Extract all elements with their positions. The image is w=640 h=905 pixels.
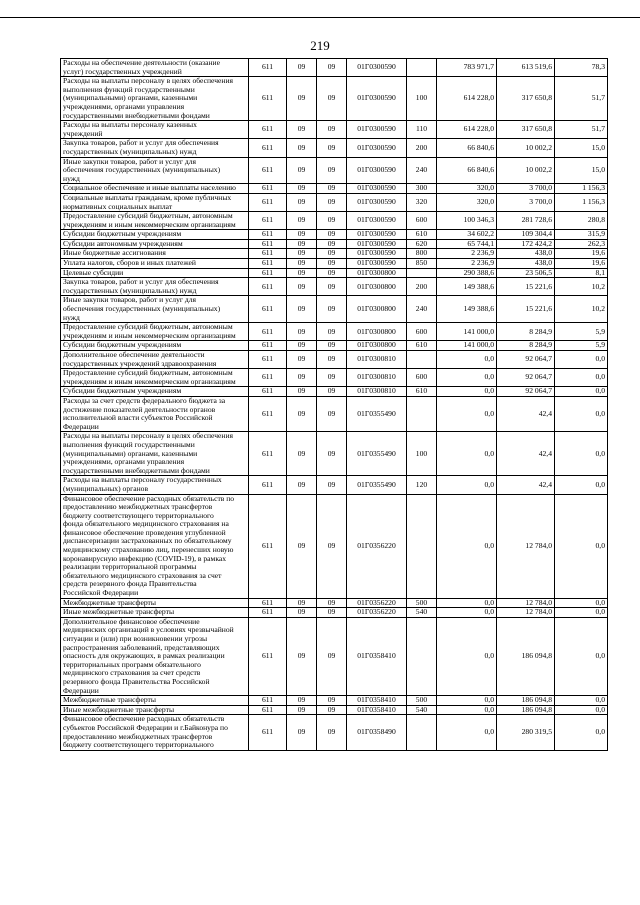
row-section-code: 09: [287, 351, 317, 369]
row-description: Иные межбюджетные трансферты: [61, 608, 249, 618]
row-target-code: 01Г0358410: [347, 617, 407, 695]
row-ministry-code: 611: [249, 715, 287, 750]
row-ministry-code: 611: [249, 121, 287, 139]
row-execution-percent: 0,0: [555, 369, 608, 387]
row-section-code: 09: [287, 268, 317, 278]
table-row: [61, 77, 608, 121]
page-number: 219: [310, 38, 330, 53]
row-amount-approved: 0,0: [437, 387, 497, 397]
table-row: [61, 212, 608, 230]
row-description: Предоставление субсидий бюджетным, автономным учреждениям и иным некоммерческим организациям: [61, 323, 249, 341]
row-amount-executed: 92 064,7: [497, 369, 555, 387]
row-subsection-code: 09: [317, 193, 347, 211]
row-target-code: 01Г0300800: [347, 268, 407, 278]
row-amount-approved: 0,0: [437, 608, 497, 618]
row-ministry-code: 611: [249, 212, 287, 230]
row-description: Расходы на обеспечение деятельности (оказание услуг) государственных учреждений: [61, 59, 249, 77]
row-execution-percent: 78,3: [555, 59, 608, 77]
row-target-code: 01Г0300590: [347, 157, 407, 184]
row-section-code: 09: [287, 239, 317, 249]
row-subsection-code: 09: [317, 341, 347, 351]
row-target-code: 01Г0300810: [347, 369, 407, 387]
row-section-code: 09: [287, 387, 317, 397]
row-execution-percent: 19,6: [555, 249, 608, 259]
row-section-code: 09: [287, 396, 317, 431]
row-target-code: 01Г0356220: [347, 608, 407, 618]
row-execution-percent: 0,0: [555, 608, 608, 618]
row-expense-type-code: [407, 351, 437, 369]
row-section-code: 09: [287, 617, 317, 695]
row-execution-percent: 5,9: [555, 341, 608, 351]
row-target-code: 01Г0355490: [347, 432, 407, 476]
row-expense-type-code: 120: [407, 476, 437, 494]
top-rule: [0, 17, 640, 18]
row-description: Предоставление субсидий бюджетным, автономным учреждениям и иным некоммерческим организациям: [61, 212, 249, 230]
row-description: Расходы на выплаты персоналу в целях обеспечения выполнения функций государственными (муниципальными) органами, казенными учреждениями, органами управления государственными внебюджетными фондами: [61, 432, 249, 476]
row-amount-approved: 0,0: [437, 369, 497, 387]
table-row: [61, 184, 608, 194]
row-subsection-code: 09: [317, 278, 347, 296]
row-section-code: 09: [287, 184, 317, 194]
row-expense-type-code: [407, 396, 437, 431]
row-description: Предоставление субсидий бюджетным, автономным учреждениям и иным некоммерческим организациям: [61, 369, 249, 387]
row-ministry-code: 611: [249, 696, 287, 706]
row-subsection-code: 09: [317, 494, 347, 598]
row-subsection-code: 09: [317, 139, 347, 157]
row-description: Субсидии бюджетным учреждениям: [61, 387, 249, 397]
row-amount-executed: 23 506,5: [497, 268, 555, 278]
row-amount-executed: 3 700,0: [497, 184, 555, 194]
table-row: [61, 121, 608, 139]
row-target-code: 01Г0300590: [347, 59, 407, 77]
row-amount-executed: 15 221,6: [497, 278, 555, 296]
row-section-code: 09: [287, 296, 317, 323]
row-description: Иные межбюджетные трансферты: [61, 705, 249, 715]
row-description: Иные закупки товаров, работ и услуг для обеспечения государственных (муниципальных) нужд: [61, 296, 249, 323]
row-amount-approved: 320,0: [437, 184, 497, 194]
table-row: [61, 323, 608, 341]
row-subsection-code: 09: [317, 608, 347, 618]
row-subsection-code: 09: [317, 239, 347, 249]
table-row: [61, 139, 608, 157]
row-execution-percent: 10,2: [555, 278, 608, 296]
table-row: [61, 296, 608, 323]
row-subsection-code: 09: [317, 184, 347, 194]
row-expense-type-code: [407, 715, 437, 750]
row-execution-percent: 51,7: [555, 121, 608, 139]
row-execution-percent: 0,0: [555, 396, 608, 431]
row-amount-approved: 614 228,0: [437, 121, 497, 139]
row-section-code: 09: [287, 249, 317, 259]
row-expense-type-code: 200: [407, 139, 437, 157]
row-subsection-code: 09: [317, 230, 347, 240]
row-amount-approved: 614 228,0: [437, 77, 497, 121]
row-execution-percent: 10,2: [555, 296, 608, 323]
row-execution-percent: 0,0: [555, 696, 608, 706]
row-target-code: 01Г0355490: [347, 396, 407, 431]
row-target-code: 01Г0300590: [347, 121, 407, 139]
row-ministry-code: 611: [249, 432, 287, 476]
row-subsection-code: 09: [317, 259, 347, 269]
row-section-code: 09: [287, 230, 317, 240]
row-description: Субсидии бюджетным учреждениям: [61, 341, 249, 351]
row-target-code: 01Г0300590: [347, 249, 407, 259]
row-subsection-code: 09: [317, 268, 347, 278]
row-amount-approved: 149 388,6: [437, 296, 497, 323]
row-section-code: 09: [287, 608, 317, 618]
row-expense-type-code: 200: [407, 278, 437, 296]
table-row: [61, 715, 608, 750]
row-amount-approved: 100 346,3: [437, 212, 497, 230]
row-amount-executed: 109 304,4: [497, 230, 555, 240]
row-execution-percent: 0,0: [555, 476, 608, 494]
row-expense-type-code: 500: [407, 598, 437, 608]
row-ministry-code: 611: [249, 296, 287, 323]
row-target-code: 01Г0358490: [347, 715, 407, 750]
row-ministry-code: 611: [249, 230, 287, 240]
row-amount-approved: 290 388,6: [437, 268, 497, 278]
row-expense-type-code: [407, 268, 437, 278]
table-row: [61, 396, 608, 431]
row-description: Иные закупки товаров, работ и услуг для обеспечения государственных (муниципальных) нужд: [61, 157, 249, 184]
table-body: [61, 59, 608, 751]
row-target-code: 01Г0300590: [347, 259, 407, 269]
row-ministry-code: 611: [249, 77, 287, 121]
table-row: [61, 696, 608, 706]
row-amount-approved: 0,0: [437, 617, 497, 695]
row-amount-approved: 0,0: [437, 396, 497, 431]
row-expense-type-code: 240: [407, 157, 437, 184]
table-row: [61, 608, 608, 618]
row-expense-type-code: 620: [407, 239, 437, 249]
row-ministry-code: 611: [249, 351, 287, 369]
row-description: Иные бюджетные ассигнования: [61, 249, 249, 259]
row-description: Социальные выплаты гражданам, кроме публичных нормативных социальных выплат: [61, 193, 249, 211]
row-expense-type-code: 850: [407, 259, 437, 269]
row-expense-type-code: [407, 494, 437, 598]
row-amount-executed: 438,0: [497, 249, 555, 259]
row-description: Расходы за счет средств федерального бюджета за достижение показателей деятельности органов исполнительной власти субъектов Российской Федерации: [61, 396, 249, 431]
row-amount-executed: 92 064,7: [497, 387, 555, 397]
row-ministry-code: 611: [249, 341, 287, 351]
row-expense-type-code: 110: [407, 121, 437, 139]
row-description: Целевые субсидии: [61, 268, 249, 278]
row-ministry-code: 611: [249, 608, 287, 618]
row-amount-approved: 2 236,9: [437, 249, 497, 259]
row-description: Межбюджетные трансферты: [61, 598, 249, 608]
table-row: [61, 351, 608, 369]
row-ministry-code: 611: [249, 59, 287, 77]
row-amount-approved: 141 000,0: [437, 341, 497, 351]
row-subsection-code: 09: [317, 432, 347, 476]
row-amount-executed: 3 700,0: [497, 193, 555, 211]
row-execution-percent: 0,0: [555, 598, 608, 608]
row-ministry-code: 611: [249, 705, 287, 715]
row-target-code: 01Г0300590: [347, 212, 407, 230]
row-expense-type-code: 540: [407, 608, 437, 618]
row-ministry-code: 611: [249, 193, 287, 211]
row-section-code: 09: [287, 278, 317, 296]
row-section-code: 09: [287, 369, 317, 387]
row-execution-percent: 15,0: [555, 157, 608, 184]
row-target-code: 01Г0358410: [347, 705, 407, 715]
row-execution-percent: 315,9: [555, 230, 608, 240]
row-subsection-code: 09: [317, 121, 347, 139]
row-target-code: 01Г0300590: [347, 193, 407, 211]
row-execution-percent: 1 156,3: [555, 184, 608, 194]
row-ministry-code: 611: [249, 323, 287, 341]
row-expense-type-code: 610: [407, 387, 437, 397]
row-expense-type-code: 600: [407, 323, 437, 341]
row-expense-type-code: [407, 59, 437, 77]
row-subsection-code: 09: [317, 157, 347, 184]
row-description: Субсидии автономным учреждениям: [61, 239, 249, 249]
row-expense-type-code: 320: [407, 193, 437, 211]
row-amount-approved: 149 388,6: [437, 278, 497, 296]
row-ministry-code: 611: [249, 369, 287, 387]
row-execution-percent: 262,3: [555, 239, 608, 249]
table-row: [61, 617, 608, 695]
row-amount-approved: 141 000,0: [437, 323, 497, 341]
row-section-code: 09: [287, 157, 317, 184]
row-target-code: 01Г0300590: [347, 239, 407, 249]
table-row: [61, 193, 608, 211]
row-subsection-code: 09: [317, 387, 347, 397]
row-ministry-code: 611: [249, 157, 287, 184]
row-description: Межбюджетные трансферты: [61, 696, 249, 706]
row-target-code: 01Г0356220: [347, 494, 407, 598]
row-section-code: 09: [287, 212, 317, 230]
row-execution-percent: 0,0: [555, 387, 608, 397]
row-target-code: 01Г0355490: [347, 476, 407, 494]
row-description: Закупка товаров, работ и услуг для обеспечения государственных (муниципальных) нужд: [61, 278, 249, 296]
row-section-code: 09: [287, 59, 317, 77]
row-section-code: 09: [287, 77, 317, 121]
row-amount-executed: 438,0: [497, 259, 555, 269]
row-subsection-code: 09: [317, 323, 347, 341]
row-amount-executed: 42,4: [497, 396, 555, 431]
row-ministry-code: 611: [249, 249, 287, 259]
row-ministry-code: 611: [249, 278, 287, 296]
row-target-code: 01Г0300800: [347, 341, 407, 351]
row-section-code: 09: [287, 696, 317, 706]
row-amount-executed: 42,4: [497, 432, 555, 476]
row-section-code: 09: [287, 598, 317, 608]
row-section-code: 09: [287, 341, 317, 351]
row-execution-percent: 0,0: [555, 432, 608, 476]
row-subsection-code: 09: [317, 249, 347, 259]
row-expense-type-code: 300: [407, 184, 437, 194]
row-subsection-code: 09: [317, 396, 347, 431]
row-amount-approved: 0,0: [437, 351, 497, 369]
row-subsection-code: 09: [317, 77, 347, 121]
table-row: [61, 476, 608, 494]
row-target-code: 01Г0300810: [347, 387, 407, 397]
row-target-code: 01Г0300800: [347, 296, 407, 323]
row-ministry-code: 611: [249, 139, 287, 157]
row-amount-executed: 317 650,8: [497, 77, 555, 121]
row-amount-approved: 66 840,6: [437, 157, 497, 184]
row-execution-percent: 1 156,3: [555, 193, 608, 211]
row-expense-type-code: 100: [407, 77, 437, 121]
table-row: [61, 259, 608, 269]
row-expense-type-code: 610: [407, 230, 437, 240]
row-amount-executed: 12 784,0: [497, 494, 555, 598]
row-subsection-code: 09: [317, 696, 347, 706]
row-section-code: 09: [287, 259, 317, 269]
table-row: [61, 432, 608, 476]
row-execution-percent: 15,0: [555, 139, 608, 157]
row-section-code: 09: [287, 432, 317, 476]
table-row: [61, 230, 608, 240]
row-amount-approved: 0,0: [437, 715, 497, 750]
row-ministry-code: 611: [249, 494, 287, 598]
row-description: Финансовое обеспечение расходных обязательств субъектов Российской Федерации и г.Байконура по предоставлению межбюджетных трансфертов бюджету соответствующего территориального: [61, 715, 249, 750]
row-execution-percent: 0,0: [555, 351, 608, 369]
row-ministry-code: 611: [249, 396, 287, 431]
row-section-code: 09: [287, 121, 317, 139]
row-amount-executed: 15 221,6: [497, 296, 555, 323]
table-row: [61, 494, 608, 598]
row-expense-type-code: 100: [407, 432, 437, 476]
row-subsection-code: 09: [317, 212, 347, 230]
row-target-code: 01Г0300590: [347, 230, 407, 240]
row-section-code: 09: [287, 139, 317, 157]
row-description: Расходы на выплаты персоналу в целях обеспечения выполнения функций государственными (муниципальными) органами, казенными учреждениями, органами управления государственными внебюджетными фондами: [61, 77, 249, 121]
table-row: [61, 157, 608, 184]
row-amount-executed: 317 650,8: [497, 121, 555, 139]
row-subsection-code: 09: [317, 296, 347, 323]
row-description: Закупка товаров, работ и услуг для обеспечения государственных (муниципальных) нужд: [61, 139, 249, 157]
row-subsection-code: 09: [317, 598, 347, 608]
row-amount-executed: 10 002,2: [497, 157, 555, 184]
row-execution-percent: 8,1: [555, 268, 608, 278]
row-expense-type-code: 800: [407, 249, 437, 259]
row-amount-executed: 12 784,0: [497, 608, 555, 618]
row-ministry-code: 611: [249, 476, 287, 494]
row-amount-executed: 92 064,7: [497, 351, 555, 369]
row-execution-percent: 19,6: [555, 259, 608, 269]
row-section-code: 09: [287, 193, 317, 211]
row-amount-approved: 783 971,7: [437, 59, 497, 77]
row-amount-approved: 0,0: [437, 705, 497, 715]
row-description: Субсидии бюджетным учреждениям: [61, 230, 249, 240]
row-description: Дополнительное обеспечение деятельности государственных учреждений здравоохранения: [61, 351, 249, 369]
row-expense-type-code: 600: [407, 212, 437, 230]
row-target-code: 01Г0300590: [347, 77, 407, 121]
row-amount-approved: 0,0: [437, 696, 497, 706]
row-execution-percent: 5,9: [555, 323, 608, 341]
row-amount-executed: 12 784,0: [497, 598, 555, 608]
row-ministry-code: 611: [249, 387, 287, 397]
row-description: Уплата налогов, сборов и иных платежей: [61, 259, 249, 269]
row-execution-percent: 0,0: [555, 494, 608, 598]
row-target-code: 01Г0358410: [347, 696, 407, 706]
row-amount-executed: 42,4: [497, 476, 555, 494]
row-expense-type-code: 540: [407, 705, 437, 715]
row-ministry-code: 611: [249, 259, 287, 269]
row-amount-approved: 0,0: [437, 432, 497, 476]
row-section-code: 09: [287, 715, 317, 750]
row-amount-executed: 172 424,2: [497, 239, 555, 249]
row-description: Социальное обеспечение и иные выплаты населению: [61, 184, 249, 194]
row-amount-approved: 0,0: [437, 476, 497, 494]
table-row: [61, 278, 608, 296]
row-target-code: 01Г0300800: [347, 323, 407, 341]
row-execution-percent: 0,0: [555, 705, 608, 715]
row-execution-percent: 0,0: [555, 715, 608, 750]
row-amount-executed: 8 284,9: [497, 323, 555, 341]
row-target-code: 01Г0300590: [347, 184, 407, 194]
row-description: Расходы на выплаты персоналу казенных учреждений: [61, 121, 249, 139]
row-amount-executed: 10 002,2: [497, 139, 555, 157]
table-row: [61, 59, 608, 77]
row-amount-executed: 281 728,6: [497, 212, 555, 230]
row-expense-type-code: 610: [407, 341, 437, 351]
row-amount-approved: 66 840,6: [437, 139, 497, 157]
row-subsection-code: 09: [317, 705, 347, 715]
row-amount-executed: 186 094,8: [497, 696, 555, 706]
row-expense-type-code: 600: [407, 369, 437, 387]
row-target-code: 01Г0300590: [347, 139, 407, 157]
row-ministry-code: 611: [249, 617, 287, 695]
row-amount-executed: 186 094,8: [497, 617, 555, 695]
row-subsection-code: 09: [317, 715, 347, 750]
budget-table: [60, 58, 608, 751]
row-expense-type-code: 240: [407, 296, 437, 323]
row-subsection-code: 09: [317, 369, 347, 387]
row-amount-approved: 34 602,2: [437, 230, 497, 240]
row-section-code: 09: [287, 323, 317, 341]
row-amount-approved: 320,0: [437, 193, 497, 211]
row-subsection-code: 09: [317, 351, 347, 369]
row-execution-percent: 280,8: [555, 212, 608, 230]
row-target-code: 01Г0356220: [347, 598, 407, 608]
row-amount-executed: 186 094,8: [497, 705, 555, 715]
row-description: Расходы на выплаты персоналу государственных (муниципальных) органов: [61, 476, 249, 494]
row-amount-executed: 613 519,6: [497, 59, 555, 77]
row-amount-approved: 65 744,1: [437, 239, 497, 249]
row-target-code: 01Г0300800: [347, 278, 407, 296]
table-row: [61, 369, 608, 387]
row-execution-percent: 0,0: [555, 617, 608, 695]
row-amount-approved: 0,0: [437, 494, 497, 598]
row-expense-type-code: 500: [407, 696, 437, 706]
row-amount-executed: 8 284,9: [497, 341, 555, 351]
row-expense-type-code: [407, 617, 437, 695]
row-ministry-code: 611: [249, 239, 287, 249]
row-subsection-code: 09: [317, 59, 347, 77]
row-subsection-code: 09: [317, 617, 347, 695]
row-amount-approved: 2 236,9: [437, 259, 497, 269]
row-section-code: 09: [287, 476, 317, 494]
row-amount-approved: 0,0: [437, 598, 497, 608]
row-ministry-code: 611: [249, 184, 287, 194]
row-section-code: 09: [287, 494, 317, 598]
row-subsection-code: 09: [317, 476, 347, 494]
row-section-code: 09: [287, 705, 317, 715]
row-description: Дополнительное финансовое обеспечение медицинских организаций в условиях чрезвычайной ситуации и (или) при возникновении угрозы распространения заболеваний, представляющих опасность для окружающих, в рамках реализации территориальных программ обязательного медицинского страхования за счет средств резервного фонда Правительства Российской Федерации: [61, 617, 249, 695]
row-ministry-code: 611: [249, 268, 287, 278]
row-amount-executed: 280 319,5: [497, 715, 555, 750]
row-target-code: 01Г0300810: [347, 351, 407, 369]
row-ministry-code: 611: [249, 598, 287, 608]
row-description: Финансовое обеспечение расходных обязательств по предоставлению межбюджетных трансфертов бюджету соответствующего территориального фонда обязательного медицинского страхования на финансовое обеспечение проведения углубленной диспансеризации застрахованных по обязательному медицинскому страхованию лиц, перенесших новую коронавирусную инфекцию (COVID-19), в рамках реализации территориальной программы обязательного медицинского страхования за счет средств резервного фонда Правительства Российской Федерации: [61, 494, 249, 598]
row-execution-percent: 51,7: [555, 77, 608, 121]
